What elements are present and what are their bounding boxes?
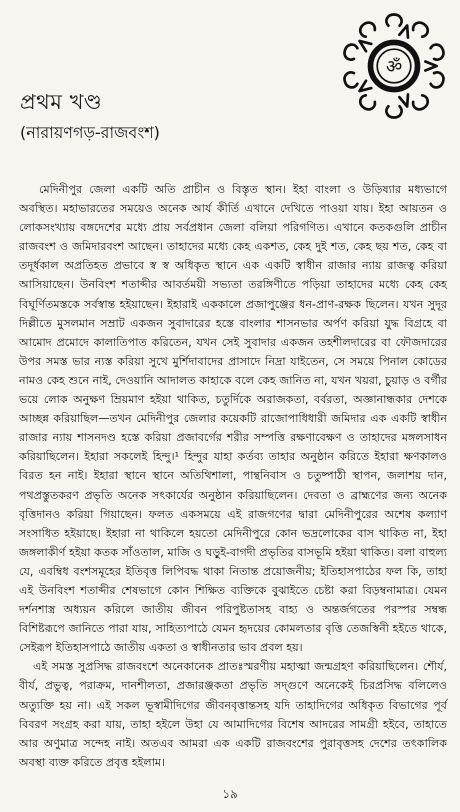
om-emblem-icon	[338, 10, 450, 122]
paragraph: মেদিনীপুর জেলা একটি অতি প্রাচীন ও বিস্তৃত স্থান। ইহা বাংলা ও উড়িষ্যার মধ্যভাগে অবস্থিত। মহাভারতের সময়েও অনেক আর্য কীর্তি এখানে দেখিতে পাওয়া যায়। ইহা আয়তন ও লোকসংখ্যায় বঙ্গদেশের মধ্যে প্রায় সর্বপ্রধান জেলা বলিয়া পরিগণিত। এখানে কতকগুলি প্রাচীন রাজবংশ ও জমিদারবংশ আছেন। তাহাদের মধ্যে কেহ একশত, কেহ দুই শত, কেহ ছয় শত, কেহ বা তদূর্ধকাল অপ্রতিহত প্রভাবে স্ব স্ব অধিকৃত স্থানে এক একটি স্বাধীন রাজার ন্যায় রাজত্ব করিয়া আসিয়াছেন। উনবিংশ শতাব্দীর আবর্তময়ী সভ্যতা তরঙ্গিণীতে পড়িয়া তাহাদের মধ্যে কেহ কেহ বিঘূর্ণিতমস্তকে সর্বস্বান্ত হইয়াছেন। ইহারাই এককালে প্রজাপুঞ্জের ধন-প্রাণ-রক্ষক ছিলেন। যখন সুদূর দিল্লীতে মুসলমান সম্রাট একজন সুবাদারের হস্তে বাংলার শাসনভার অর্পণ করিয়া যুদ্ধ বিগ্রহে বা আমোদ প্রমোদে কালাতিপাত করিতেন, যখন সেই সুবাদার একজন তহশীলদারের বা ফৌজদারের উপর সমস্ত ভার ন্যস্ত করিয়া সুখে মুর্শিদাবাদের প্রাসাদে নিদ্রা যাইতেন, সে সময়ে পিনাল কোডের নামও কেহ শুনে নাই, দেওয়ানি আদালত কাহাকে বলে কেহ জানিত না, যখন খয়রা, চুয়াড় ও বর্গীর ভয়ে লোক অনুক্ষণ ম্রিয়মাণ হইয়া থাকিত, চতুর্দিকে অরাজকতা, বর্বরতা, অজ্ঞানান্ধকার দেশকে আচ্ছন্ন করিয়াছিল—তখন মেদিনীপুর জেলার কয়েকটি রাজোপাধিধারী জমিদার এক একটি স্বাধীন রাজার ন্যায় শাসনদণ্ড হস্তে করিয়া প্রজাবর্গের শরীর সম্পত্তি রক্ষণাবেক্ষণ ও তাহাদের মঙ্গলসাধন করিয়াছিলেন। ইহারা সকলেই হিন্দু।¹ হিন্দুর যাহা কর্তব্য তাহার অনুষ্ঠান করিতে ইহারা ক্ষণকালও বিরত হন নাই। ইহারা স্থানে স্থানে অতিথিশালা, পান্থনিবাস ও চতুষ্পাঠী স্থাপন, জলাশয় দান, পথপ্রস্তুতকরণ প্রভৃতি অনেক সৎকার্যের অনুষ্ঠান করিয়াছিলেন। দেবতা ও ব্রাহ্মণের জন্য অনেক বৃত্তিদানও করিয়া গিয়াছেন। ফলত একসময়ে এই রাজগণের দ্বারা মেদিনীপুরের অশেষ কল্যাণ সংসাধিত হইয়াছে। ইহারা না থাকিলে হয়তো মেদিনীপুরে কোন ভদ্রলোকের বাস থাকিত না, ইহা জঙ্গলাকীর্ণ হইয়া কতক সাঁওতাল, মাজি ও ঘড়ুই-বাগদী প্রভৃতির বাসভূমি হইয়া থাকিত। বলা বাহুল্য যে, এবম্বিধ বংশসমূহের ইতিবৃত্ত লিপিবদ্ধ থাকা নিতান্ত প্রয়োজনীয়; ইতিহাসপাঠের ফল কি, তাহা এই উনবিংশ শতাব্দীর শেষভাগে কোন শিক্ষিত ব্যক্তিকে বুঝাইতে চেষ্টা করা বিড়ম্বনামাত্র। যেমন দর্শনশাস্ত্র অধ্যয়ন করিলে জাতীয় জীবন পরিপুষ্টতাসহ বাহ্য ও অন্তর্জগতের পরস্পর সম্বন্ধ বিশিষ্টরূপে জানিতে পারা যায়, সাহিত্যপাঠে যেমন হৃদয়ের কোমলতার বৃত্তি তেজস্বিনী হইতে থাকে, সেইরূপ ইতিহাসপাঠে জাতীয় একতা ও স্বাধীনতার ভাব প্রবল হয়।	[19, 183, 447, 655]
paragraph: এই সমস্ত সুপ্রসিদ্ধ রাজবংশে অনেকানেক প্রাতঃস্মরণীয় মহাত্মা জন্মগ্রহণ করিয়াছিলেন। শৌর্য, বীর্য, প্রভুত্ব, পরাক্রম, দানশীলতা, প্রজারঞ্জকতা প্রভৃতি সদ্গুণে অনেকেই চিরপ্রসিদ্ধ বলিলেও অত্যুক্তি হয় না। এই সকল ভূস্বামীদিগের জীবনবৃত্তান্তসহ যদি তাহাদিগের অধিকৃত বিভাগের পূর্ব বিবরণ সংগ্রহ করা যায়, তাহা হইলে উহা যে আমাদিগের বিশেষ আদরের সামগ্রী হইবে, তাহাতে আর অণুমাত্র সন্দেহ নাই। অতএব আমরা এক একটি রাজবংশের পুরাবৃত্তসহ দেশের তৎকালিক অবস্থা ব্যক্ত করিতে প্রবৃত্ত হইলাম।	[19, 660, 447, 769]
chapter-title: প্রথম খণ্ড	[20, 90, 103, 114]
body-text	[19, 180, 447, 772]
chapter-subtitle: (নারায়ণগড়-রাজবংশ)	[20, 123, 160, 142]
emblem-om-symbol: ॐ	[385, 56, 403, 78]
page-number: ১৯	[222, 787, 238, 801]
